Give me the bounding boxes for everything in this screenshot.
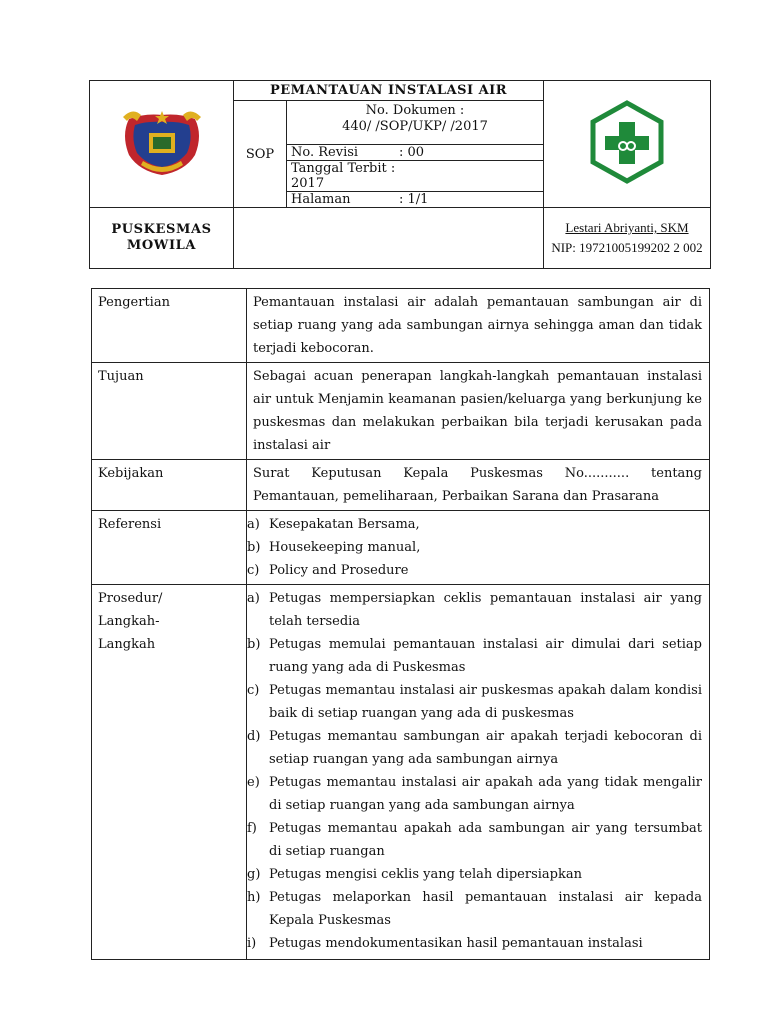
prosedur-label-line-2: Langkah- [98,614,160,629]
regency-emblem-icon [119,105,205,179]
list-item [247,817,702,863]
list-item [247,863,702,886]
issue-date-value: 2017 [291,176,325,191]
sop-header-table [89,80,711,269]
list-item [247,932,702,955]
list-item [247,536,702,559]
puskesmas-logo-icon [589,100,665,184]
list-item [247,633,702,679]
list-item-text: Petugas memantau apakah ada sambungan air yang tersumbat di setiap ruangan [269,821,702,859]
regency-logo-cell [90,81,234,208]
revision-value: : 00 [399,145,425,160]
list-marker: c) [247,683,260,698]
list-item-text: Petugas memantau instalasi air apakah ada yang tidak mengalir di setiap ruangan yang ada sambungan airnya [269,775,702,813]
document-number-cell [287,101,544,145]
signer-nip: NIP: 19721005199202 2 002 [551,240,703,255]
row-label-kebijakan: Kebijakan [92,460,247,511]
list-item [247,771,702,817]
list-item-text: Petugas mendokumentasikan hasil pemantauan instalasi [269,936,643,951]
list-marker: b) [247,540,261,555]
list-marker: a) [247,517,260,532]
organization-line-2: MOWILA [126,238,197,253]
page-value: : 1/1 [399,192,429,207]
row-label-referensi: Referensi [92,511,247,585]
list-item-text: Petugas melaporkan hasil pemantauan instalasi air kepada Kepala Puskesmas [269,890,702,928]
prosedur-list [247,585,710,960]
list-marker: h) [247,890,261,905]
list-marker: e) [247,775,260,790]
row-text-tujuan: Sebagai acuan penerapan langkah-langkah pemantauan instalasi air untuk Menjamin keamanan pasien/keluarga yang berkunjung ke puskesmas dan melakukan perbaikan bila terjadi kerusakan pada instalasi air [247,363,710,460]
organization-line-1: PUSKESMAS [111,222,212,237]
list-item [247,559,702,582]
table-row [92,585,710,960]
prosedur-label-line-1: Prosedur/ [98,591,163,606]
referensi-list [247,511,710,585]
list-item-text: Kesepakatan Bersama, [269,517,420,532]
row-text-pengertian: Pemantauan instalasi air adalah pemantauan sambungan air di setiap ruang yang ada sambungan airnya sehingga aman dan tidak terjadi kebocoran. [247,289,710,363]
list-marker: b) [247,637,261,652]
list-item-text: Petugas memulai pemantauan instalasi air dimulai dari setiap ruang yang ada di Puskesmas [269,637,702,675]
list-marker: i) [247,936,257,951]
revision-label: No. Revisi [291,145,359,160]
list-item [247,587,702,633]
row-label-prosedur [92,585,247,960]
table-row [92,363,710,460]
list-item-text: Petugas memantau sambungan air apakah terjadi kebocoran di setiap ruangan yang ada sambungan airnya [269,729,702,767]
list-item [247,886,702,932]
table-row [92,289,710,363]
empty-cell [234,208,544,269]
list-marker: a) [247,591,260,606]
list-item-text: Petugas mengisi ceklis yang telah dipersiapkan [269,867,582,882]
table-row [92,460,710,511]
list-item [247,513,702,536]
puskesmas-logo-cell [544,81,711,208]
list-marker: d) [247,729,261,744]
list-item-text: Policy and Prosedure [269,563,409,578]
row-text-kebijakan: Surat Keputusan Kepala Puskesmas No........... tentang Pemantauan, pemeliharaan, Perbaikan Sarana dan Prasarana [247,460,710,511]
row-label-tujuan: Tujuan [92,363,247,460]
sop-label: SOP [234,101,287,208]
signer-name: Lestari Abriyanti, SKM [565,220,689,235]
list-marker: c) [247,563,260,578]
page-label: Halaman [291,192,351,207]
document-title: PEMANTAUAN INSTALASI AIR [234,81,544,101]
organization-name [90,208,234,269]
prosedur-label-line-3: Langkah [98,637,156,652]
signature-cell [544,208,711,269]
row-label-pengertian: Pengertian [92,289,247,363]
document-number-value: 440/ /SOP/UKP/ /2017 [342,119,488,134]
list-item [247,679,702,725]
list-item-text: Petugas mempersiapkan ceklis pemantauan instalasi air yang telah tersedia [269,591,702,629]
list-item-text: Petugas memantau instalasi air puskesmas apakah dalam kondisi baik di setiap ruangan yang ada di puskesmas [269,683,702,721]
list-marker: f) [247,821,257,836]
issue-date-label: Tanggal Terbit : [291,161,396,176]
document-number-label: No. Dokumen : [365,103,465,118]
issue-date-cell [287,161,544,192]
table-row [92,511,710,585]
list-item-text: Housekeeping manual, [269,540,421,555]
sop-content-table [91,288,710,960]
page-cell [287,192,544,208]
list-item [247,725,702,771]
revision-cell [287,145,544,161]
list-marker: g) [247,867,261,882]
